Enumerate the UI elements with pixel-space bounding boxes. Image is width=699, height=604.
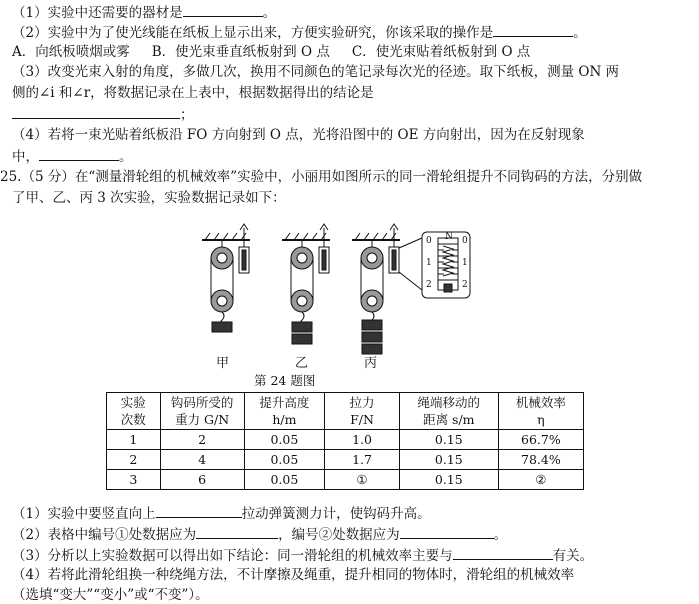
figure-label-jia: 甲 bbox=[216, 356, 230, 371]
option-c[interactable]: C．使光束贴着纸板射到 O 点 bbox=[351, 44, 531, 60]
q25-intro-line2: 了甲、乙、丙 3 次实验，实验数据记录如下： bbox=[12, 190, 286, 206]
q25-sub1: （1）实验中要竖直向上 拉动弹簧测力计，使钩码升高。 bbox=[12, 503, 431, 523]
figure-label-yi: 乙 bbox=[295, 356, 309, 371]
pulley-figure bbox=[200, 200, 480, 390]
data-table bbox=[106, 392, 584, 490]
pulley-diagram bbox=[200, 200, 480, 390]
header-force: 拉力 F/N bbox=[325, 393, 400, 430]
q-prev-sub4-line1: （4）若将一束光贴着纸板沿 FO 方向射到 O 点，光将沿图中的 OE 方向射出，因为在反射现象 bbox=[12, 127, 585, 143]
header-trial: 实验 次数 bbox=[107, 393, 161, 430]
scale-label-0-left: 0 bbox=[426, 236, 432, 246]
q25-sub3: （3）分析以上实验数据可以得出如下结论：同一滑轮组的机械效率主要与 有关。 bbox=[12, 545, 593, 565]
scale-label-1-right: 1 bbox=[462, 258, 468, 268]
answer-blank[interactable] bbox=[400, 524, 494, 539]
q25-sub2: （2）表格中编号①处数据应为 ，编号②处数据应为 。 bbox=[12, 524, 507, 544]
answer-blank[interactable] bbox=[196, 524, 278, 539]
q-prev-sub3-line1: （3）改变光束入射的角度，多做几次，换用不同颜色的笔记录每次光的径迹。取下纸板，测量 ON 两 bbox=[12, 64, 620, 80]
answer-blank[interactable] bbox=[39, 146, 119, 161]
answer-blank[interactable] bbox=[453, 545, 553, 560]
pulley-setup-jia bbox=[202, 224, 250, 332]
answer-blank[interactable] bbox=[12, 104, 180, 119]
scale-label-0-right: 0 bbox=[462, 236, 468, 246]
answer-blank[interactable] bbox=[156, 503, 242, 518]
q-prev-sub2: （2）实验中为了使光线能在纸板上显示出来，方便实验研究，你该采取的操作是 。 bbox=[12, 22, 587, 42]
header-efficiency: 机械效率 η bbox=[498, 393, 583, 430]
header-height: 提升高度 h/m bbox=[244, 393, 325, 430]
pulley-setup-bing bbox=[352, 224, 422, 354]
table-row: 2 4 0.05 1.7 0.15 78.4% bbox=[107, 450, 584, 470]
q-prev-sub4-line2: 中， 。 bbox=[12, 146, 133, 166]
answer-blank[interactable] bbox=[493, 22, 573, 37]
option-a[interactable]: A．向纸板喷烟或雾 bbox=[12, 44, 130, 60]
header-weight: 钩码所受的 重力 G/N bbox=[160, 393, 244, 430]
scale-label-1-left: 1 bbox=[426, 258, 432, 268]
header-distance: 绳端移动的 距离 s/m bbox=[399, 393, 498, 430]
pulley-setup-yi bbox=[282, 224, 330, 344]
q-prev-sub3-line2: 侧的∠i 和∠r，将数据记录在上表中，根据数据得出的结论是 bbox=[12, 85, 374, 101]
table-row: 3 6 0.05 ① 0.15 ② bbox=[107, 470, 584, 490]
q-prev-sub1: （1）实验中还需要的器材是 。 bbox=[12, 2, 276, 22]
scale-label-n: N bbox=[445, 232, 453, 242]
figure-label-bing: 丙 bbox=[364, 356, 378, 371]
table-row: 1 2 0.05 1.0 0.15 66.7% bbox=[107, 430, 584, 450]
option-b[interactable]: B．使光束垂直纸板射到 O 点 bbox=[151, 44, 330, 60]
q25-sub4-line1: （4）若将此滑轮组换一种绕绳方法，不计摩擦及绳重，提升相同的物体时，滑轮组的机械效率 bbox=[12, 567, 575, 583]
q-prev-options bbox=[12, 43, 552, 61]
table-header-row bbox=[107, 393, 584, 430]
figure-caption: 第 24 题图 bbox=[254, 373, 316, 388]
answer-blank[interactable] bbox=[183, 2, 263, 17]
q25-intro-line1: 25.（5 分）在“测量滑轮组的机械效率”实验中，小丽用如图所示的同一滑轮组提升不同钩码的方法，分别做 bbox=[0, 169, 643, 185]
scale-label-2-left: 2 bbox=[426, 280, 432, 290]
q25-sub4-line2: （选填“变大”“变小”或“不变”）。 bbox=[12, 587, 209, 603]
scale-label-2-right: 2 bbox=[462, 280, 468, 290]
q-prev-sub3-blank-line: ； bbox=[12, 104, 194, 124]
